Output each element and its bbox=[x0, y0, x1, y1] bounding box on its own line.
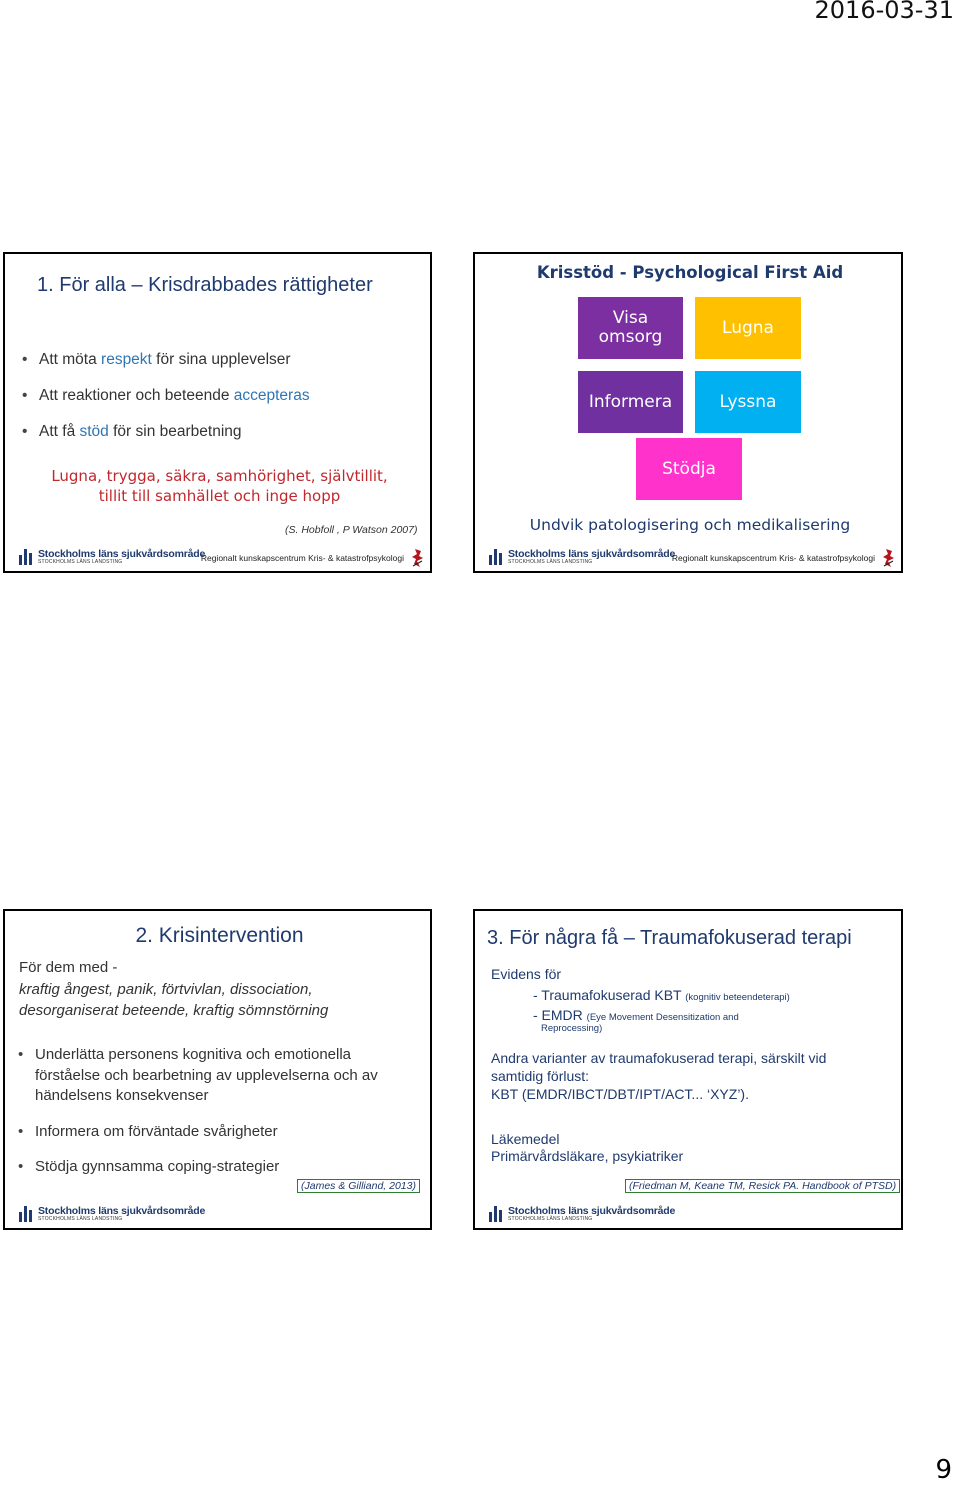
list-item: • Att möta respekt för sina upplevelser bbox=[19, 342, 310, 378]
list-item: • Att få stöd för sin bearbetning bbox=[19, 414, 310, 450]
evidence-item: - EMDR (Eye Movement Desensitization and bbox=[533, 1007, 739, 1023]
evidens-label: Evidens för bbox=[491, 966, 562, 982]
citation: (Friedman M, Keane TM, Resick PA. Handbook of PTSD) bbox=[625, 1179, 900, 1193]
sll-logo-icon bbox=[19, 549, 33, 565]
slide-title: Krisstöd - Psychological First Aid bbox=[536, 263, 844, 282]
evidence-item: - Traumafokuserad KBT (kognitiv beteendeterapi) bbox=[533, 987, 790, 1003]
page-number: 9 bbox=[935, 1455, 952, 1485]
slide-krisintervention bbox=[3, 909, 432, 1230]
sll-logo: Stockholms läns sjukvårdsområde STOCKHOLMS LÄNS LANDSTING bbox=[19, 549, 205, 566]
list-item: • Underlätta personens kognitiva och emotionella förståelse och bearbetning av upplevelserna och av händelsens konsekvenser bbox=[15, 1045, 415, 1107]
box-stodja: Stödja bbox=[636, 438, 742, 500]
list-item: • Stödja gynnsamma coping-strategier bbox=[15, 1157, 415, 1178]
emblem-icon bbox=[881, 547, 897, 569]
rights-list bbox=[19, 342, 310, 450]
lead-text: För dem med - bbox=[19, 959, 118, 976]
citation: (S. Hobfoll , P Watson 2007) bbox=[285, 524, 418, 536]
slide-title: 1. För alla – Krisdrabbades rättigheter bbox=[37, 274, 373, 296]
slide-title: 3. För några få – Traumafokuserad terapi bbox=[487, 927, 852, 949]
highlight-text: Lugna, trygga, säkra, samhörighet, självtillit, tillit till samhället och inge hopp bbox=[51, 467, 388, 505]
slide-psychological-first-aid bbox=[473, 252, 903, 573]
lakemedel-text: Läkemedel Primärvårdsläkare, psykiatriker bbox=[491, 1131, 684, 1164]
slide-footer bbox=[5, 545, 430, 571]
sll-logo: Stockholms läns sjukvårdsområde STOCKHOLMS LÄNS LANDSTING bbox=[19, 1206, 205, 1223]
sll-logo-icon bbox=[489, 1206, 503, 1222]
sll-logo-icon bbox=[489, 549, 503, 565]
slide-title: 2. Krisintervention bbox=[135, 924, 304, 947]
box-lugna: Lugna bbox=[695, 297, 801, 359]
center-name: Regionalt kunskapscentrum Kris- & katastrofpsykologi bbox=[671, 553, 875, 563]
kbt-text: KBT (EMDR/IBCT/DBT/IPT/ACT... ‘XYZ’). bbox=[491, 1086, 749, 1102]
box-informera: Informera bbox=[578, 371, 683, 433]
citation: (James & Gilliand, 2013) bbox=[297, 1179, 420, 1193]
emblem-icon bbox=[410, 547, 426, 569]
list-item: • Att reaktioner och beteende accepteras bbox=[19, 378, 310, 414]
sll-logo: Stockholms läns sjukvårdsområde STOCKHOLMS LÄNS LANDSTING bbox=[489, 549, 675, 566]
evidence-item-continued: Reprocessing) bbox=[541, 1023, 603, 1034]
intervention-list bbox=[15, 1045, 415, 1178]
box-visa-omsorg: Visa omsorg bbox=[578, 297, 683, 359]
slide-footer bbox=[475, 545, 901, 571]
slide-footer bbox=[475, 1202, 901, 1228]
slide-footer bbox=[5, 1202, 430, 1228]
sll-logo: Stockholms läns sjukvårdsområde STOCKHOLMS LÄNS LANDSTING bbox=[489, 1206, 675, 1223]
bottom-text: Undvik patologisering och medikalisering bbox=[529, 516, 851, 534]
list-item: • Informera om förväntade svårigheter bbox=[15, 1122, 415, 1143]
sll-logo-icon bbox=[19, 1206, 33, 1222]
print-date: 2016-03-31 bbox=[814, 0, 954, 24]
slide-rights bbox=[3, 252, 432, 573]
box-lyssna: Lyssna bbox=[695, 371, 801, 433]
slide-traumafokuserad-terapi bbox=[473, 909, 903, 1230]
symptom-text: kraftig ångest, panik, förtvivlan, dissociation, desorganiserat beteende, kraftig sömnstörning bbox=[19, 981, 329, 1019]
andra-text: Andra varianter av traumafokuserad terapi, särskilt vid samtidig förlust: bbox=[491, 1050, 827, 1084]
center-name: Regionalt kunskapscentrum Kris- & katastrofpsykologi bbox=[200, 553, 404, 563]
